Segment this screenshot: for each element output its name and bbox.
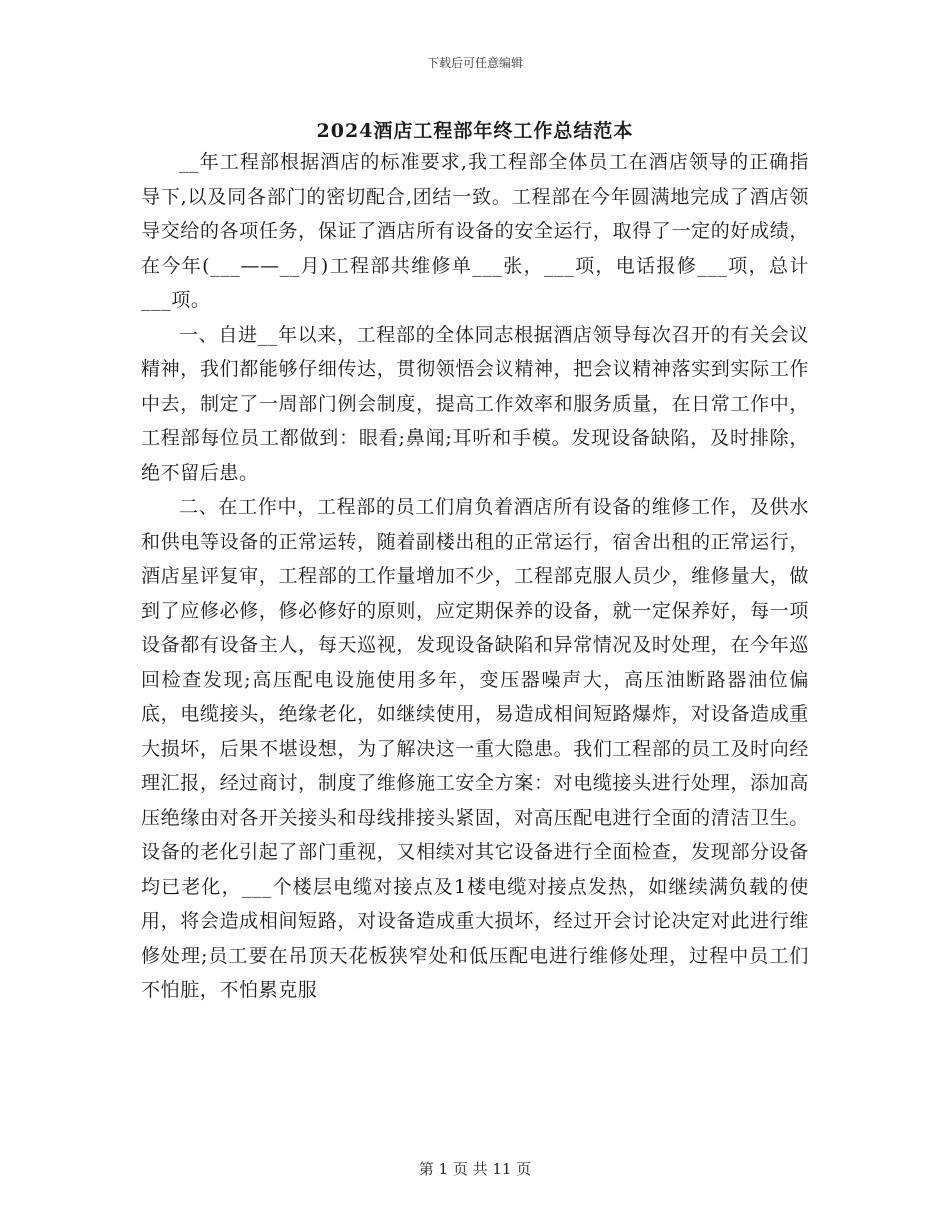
paragraph-intro: __年工程部根据酒店的标准要求,我工程部全体员工在酒店领导的正确指导下,以及同各部门的密切配合,团结一致。工程部在今年圆满地完成了酒店领导交给的各项任务，保证了酒店所有设备的安全运行，取得了一定的好成绩，在今年(___——__月)工程部共维修单___张，___项，电话报修___项，总计___项。 — [141, 151, 809, 311]
document-title: 2024酒店工程部年终工作总结范本 — [316, 120, 634, 142]
page-header-note: 下载后可任意编辑 — [426, 56, 523, 70]
document-body — [141, 145, 809, 1008]
paragraph-section-2: 二、在工作中，工程部的员工们肩负着酒店所有设备的维修工作，及供水和供电等设备的正常运转，随着副楼出租的正常运行，宿舍出租的正常运行，酒店星评复审，工程部的工作量增加不少，工程部克服人员少，维修量大，做到了应修必修，修必修好的原则，应定期保养的设备，就一定保养好，每一项设备都有设备主人，每天巡视，发现设备缺陷和异常情况及时处理，在今年巡回检查发现;高压配电设施使用多年，变压器噪声大，高压油断路器油位偏底，电缆接头，绝缘老化，如继续使用，易造成相间短路爆炸，对设备造成重大损坏，后果不堪设想，为了解决这一重大隐患。我们工程部的员工及时向经理汇报，经过商讨，制度了维修施工安全方案：对电缆接头进行处理，添加高压绝缘由对各开关接头和母线排接头紧固，对高压配电进行全面的清洁卫生。设备的老化引起了部门重视，又相续对其它设备进行全面检查，发现部分设备均已老化，___个楼层电缆对接点及1楼电缆对接点发热，如继续满负载的使用，将会造成相间短路，对设备造成重大损坏，经过开会讨论决定对此进行维修处理;员工要在吊顶天花板狭窄处和低压配电进行维修处理，过程中员工们不怕脏，不怕累克服 — [141, 496, 809, 1001]
page-footer-number: 第 1 页 共 11 页 — [418, 1160, 532, 1178]
paragraph-section-1: 一、自进__年以来，工程部的全体同志根据酒店领导每次召开的有关会议精神，我们都能够仔细传达，贯彻领悟会议精神，把会议精神落实到实际工作中去，制定了一周部门例会制度，提高工作效率和服务质量，在日常工作中，工程部每位员工都做到：眼看;鼻闻;耳听和手模。发现设备缺陷，及时排除，绝不留后患。 — [141, 323, 809, 484]
